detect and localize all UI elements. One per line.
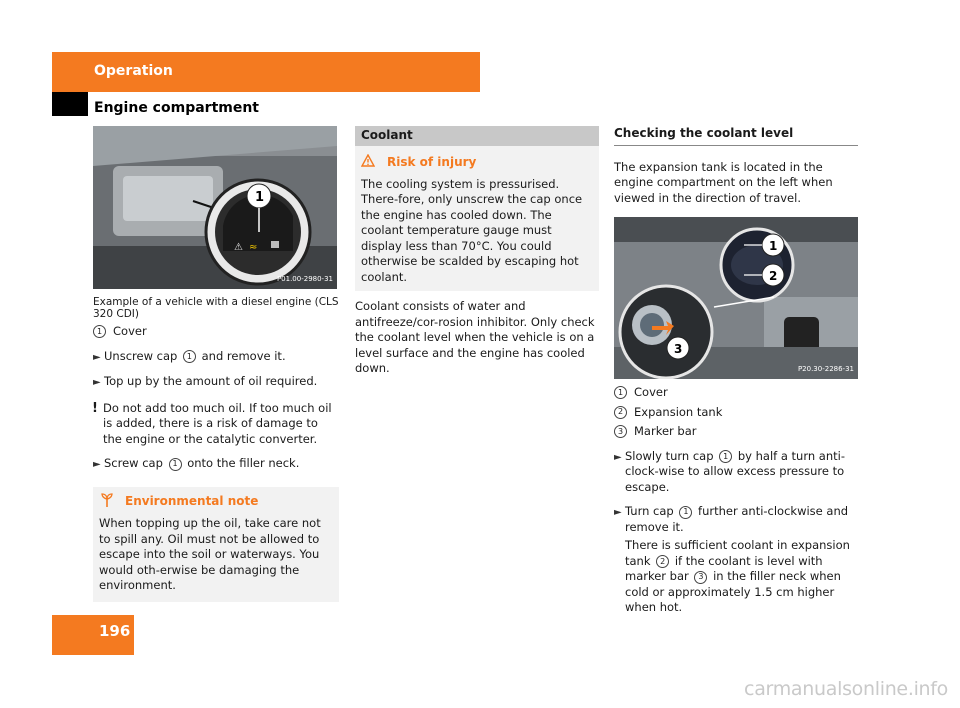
arrow-icon: ► bbox=[93, 377, 101, 388]
legend-item bbox=[614, 385, 860, 401]
step-note bbox=[625, 538, 860, 616]
risk-warning-box bbox=[355, 146, 599, 291]
instruction-step bbox=[93, 374, 339, 391]
photo-caption: Example of a vehicle with a diesel engine (CLS 320 CDI) bbox=[93, 296, 339, 320]
column-coolant-check bbox=[614, 126, 860, 616]
step-text-part: by half a turn anti-clock-wise to allow excess pressure to escape. bbox=[625, 448, 845, 494]
coolant-tank-illustration bbox=[614, 217, 858, 379]
section-heading: Checking the coolant level bbox=[614, 126, 858, 146]
page-number: 196 bbox=[99, 622, 131, 640]
step-text-part: Unscrew cap bbox=[104, 348, 181, 363]
plant-icon bbox=[99, 493, 115, 512]
environmental-note-title: Environmental note bbox=[125, 494, 259, 508]
engine-oil-illustration bbox=[93, 126, 337, 289]
callout-number: 3 bbox=[614, 425, 627, 438]
callout-number: 1 bbox=[679, 506, 692, 519]
legend-item bbox=[614, 405, 860, 421]
step-text-part: if the coolant is level with marker bar bbox=[625, 553, 823, 583]
risk-heading bbox=[361, 154, 593, 172]
svg-text:2: 2 bbox=[769, 269, 778, 283]
column-oil bbox=[93, 126, 339, 602]
step-text-part: Screw cap bbox=[104, 456, 167, 470]
coolant-paragraph: Coolant consists of water and antifreeze/cor-rosion inhibitor. Only check the coolant level when the vehicle is on a level surface and the engine has cooled down. bbox=[355, 299, 595, 375]
arrow-icon: ► bbox=[614, 507, 622, 518]
environmental-note-text: When topping up the oil, take care not to spill any. Oil must not be allowed to escape into the soil or waterways. You would oth-erwise be damaging the environment. bbox=[99, 516, 321, 592]
svg-text:≈: ≈ bbox=[249, 242, 258, 253]
page-title: Engine compartment bbox=[94, 100, 259, 116]
section-title: Operation bbox=[94, 63, 173, 79]
step-text bbox=[104, 349, 286, 366]
callout-number: 3 bbox=[694, 571, 707, 584]
engine-oil-photo bbox=[93, 126, 337, 289]
step-text bbox=[625, 449, 860, 496]
instruction-step bbox=[614, 449, 860, 496]
step-text bbox=[104, 456, 299, 473]
environmental-note-heading bbox=[99, 493, 333, 512]
legend-label: Cover bbox=[634, 385, 668, 399]
step-text-part: further anti-clockwise and remove it. bbox=[625, 504, 849, 534]
risk-title: Risk of injury bbox=[387, 155, 477, 169]
instruction-step bbox=[93, 456, 339, 473]
legend-item bbox=[93, 324, 339, 340]
callout-number: 1 bbox=[719, 450, 732, 463]
svg-text:1: 1 bbox=[769, 239, 778, 253]
step-text-part: onto the filler neck. bbox=[183, 456, 300, 470]
callout-number: 1 bbox=[183, 350, 196, 363]
step-text bbox=[625, 504, 860, 616]
step-text-part: There is sufficient coolant in expansion tank bbox=[625, 538, 850, 568]
legend-label: Cover bbox=[113, 324, 147, 338]
caution-note bbox=[93, 401, 339, 448]
instruction-step bbox=[93, 349, 339, 366]
exclamation-icon: ! bbox=[92, 400, 98, 416]
arrow-icon: ► bbox=[93, 351, 101, 363]
intro-text: The expansion tank is located in the engine compartment on the left when viewed in the direction of travel. bbox=[614, 159, 833, 205]
svg-text:3: 3 bbox=[674, 342, 683, 356]
warning-triangle-icon bbox=[361, 154, 375, 172]
photo-code: P01.00-2980-31 bbox=[276, 274, 333, 283]
risk-text: The cooling system is pressurised. There-fore, only unscrew the cap once the engine has cooled down. The coolant temperature gauge must display less than 70°C. You could otherwise be scalded by escaping hot coolant. bbox=[361, 176, 583, 284]
coolant-heading: Coolant bbox=[355, 126, 599, 146]
column-coolant bbox=[355, 126, 599, 377]
instruction-step bbox=[614, 504, 860, 616]
step-text-part: in the filler neck when cold or approximately 1.5 cm higher when hot. bbox=[625, 569, 841, 614]
photo-code: P20.30-2286-31 bbox=[797, 364, 854, 373]
step-text-part: and remove it. bbox=[197, 348, 286, 363]
arrow-icon: ► bbox=[93, 459, 101, 470]
coolant-tank-photo bbox=[614, 217, 858, 379]
legend-item bbox=[614, 424, 860, 440]
legend-label: Expansion tank bbox=[634, 404, 723, 419]
caution-text: Do not add too much oil. If too much oil is added, there is a risk of damage to the engine or the catalytic converter. bbox=[103, 400, 332, 446]
svg-text:⚠: ⚠ bbox=[234, 242, 243, 253]
environmental-note-box bbox=[93, 487, 339, 602]
arrow-icon: ► bbox=[614, 451, 622, 463]
legend-label: Marker bar bbox=[634, 424, 697, 438]
header-tab-marker bbox=[52, 92, 88, 116]
callout-number: 1 bbox=[93, 325, 106, 338]
step-text-part: Slowly turn cap bbox=[625, 448, 718, 463]
callout-number: 2 bbox=[656, 555, 669, 568]
callout-number: 2 bbox=[614, 406, 627, 419]
callout-number: 1 bbox=[169, 458, 182, 471]
callout-number: 1 bbox=[614, 386, 627, 399]
step-text: Top up by the amount of oil required. bbox=[104, 374, 318, 388]
watermark: carmanualsonline.info bbox=[744, 678, 948, 700]
svg-text:1: 1 bbox=[255, 190, 265, 205]
step-text-part: Turn cap bbox=[625, 504, 678, 518]
